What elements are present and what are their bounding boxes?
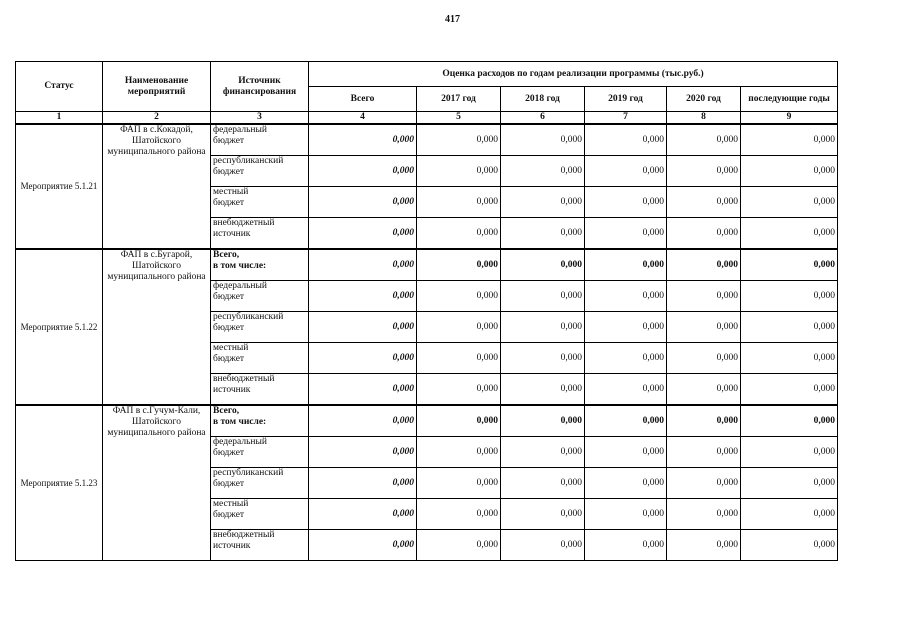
year-value-cell: 0,000 [501, 530, 585, 561]
funding-source-cell: внебюджетный источник [211, 218, 309, 250]
total-value-cell: 0,000 [309, 530, 417, 561]
year-value-cell: 0,000 [585, 437, 667, 468]
year-value-cell: 0,000 [741, 405, 838, 437]
total-value-cell: 0,000 [309, 468, 417, 499]
table-row [16, 405, 838, 437]
year-value-cell: 0,000 [585, 343, 667, 374]
year-value-cell: 0,000 [585, 187, 667, 218]
year-value-cell: 0,000 [667, 187, 741, 218]
year-value-cell: 0,000 [741, 249, 838, 281]
funding-source-cell: внебюджетный источник [211, 530, 309, 561]
year-value-cell: 0,000 [501, 374, 585, 406]
total-value-cell: 0,000 [309, 437, 417, 468]
table-body [16, 124, 838, 561]
funding-source-cell: местный бюджет [211, 343, 309, 374]
year-value-cell: 0,000 [667, 124, 741, 156]
year-value-cell: 0,000 [417, 249, 501, 281]
year-value-cell: 0,000 [501, 312, 585, 343]
header-col-total: Всего [309, 87, 417, 112]
year-value-cell: 0,000 [741, 218, 838, 250]
year-value-cell: 0,000 [741, 156, 838, 187]
year-value-cell: 0,000 [417, 187, 501, 218]
total-value-cell: 0,000 [309, 187, 417, 218]
page-number: 417 [445, 14, 460, 25]
year-value-cell: 0,000 [585, 312, 667, 343]
year-value-cell: 0,000 [585, 499, 667, 530]
total-value-cell: 0,000 [309, 343, 417, 374]
year-value-cell: 0,000 [501, 156, 585, 187]
year-value-cell: 0,000 [585, 281, 667, 312]
year-value-cell: 0,000 [501, 218, 585, 250]
year-value-cell: 0,000 [741, 499, 838, 530]
year-value-cell: 0,000 [741, 530, 838, 561]
table-row [16, 249, 838, 281]
table-row [16, 124, 838, 156]
year-value-cell: 0,000 [417, 124, 501, 156]
year-value-cell: 0,000 [501, 249, 585, 281]
status-cell: Мероприятие 5.1.23 [16, 405, 103, 561]
measure-name-cell: ФАП в с.Кокадой, Шатойского муниципального района [103, 124, 211, 249]
funding-source-cell: республиканский бюджет [211, 312, 309, 343]
year-value-cell: 0,000 [585, 374, 667, 406]
year-value-cell: 0,000 [417, 312, 501, 343]
measure-name-cell: ФАП в с.Гучум-Кали, Шатойского муниципального района [103, 405, 211, 561]
header-col-2018: 2018 год [501, 87, 585, 112]
year-value-cell: 0,000 [417, 156, 501, 187]
status-cell: Мероприятие 5.1.21 [16, 124, 103, 249]
total-value-cell: 0,000 [309, 281, 417, 312]
year-value-cell: 0,000 [667, 468, 741, 499]
total-value-cell: 0,000 [309, 312, 417, 343]
total-value-cell: 0,000 [309, 499, 417, 530]
year-value-cell: 0,000 [585, 124, 667, 156]
funding-source-cell: федеральный бюджет [211, 437, 309, 468]
year-value-cell: 0,000 [501, 281, 585, 312]
funding-source-cell: республиканский бюджет [211, 156, 309, 187]
header-col-later: последующие годы [741, 87, 838, 112]
year-value-cell: 0,000 [667, 249, 741, 281]
status-cell: Мероприятие 5.1.22 [16, 249, 103, 405]
column-number: 4 [309, 112, 417, 125]
year-value-cell: 0,000 [741, 374, 838, 406]
column-number: 1 [16, 112, 103, 125]
year-value-cell: 0,000 [585, 249, 667, 281]
year-value-cell: 0,000 [741, 343, 838, 374]
year-value-cell: 0,000 [417, 530, 501, 561]
year-value-cell: 0,000 [667, 374, 741, 406]
header-status: Статус [16, 62, 103, 112]
year-value-cell: 0,000 [417, 218, 501, 250]
year-value-cell: 0,000 [501, 343, 585, 374]
column-number: 6 [501, 112, 585, 125]
column-number: 3 [211, 112, 309, 125]
year-value-cell: 0,000 [667, 312, 741, 343]
budget-table [15, 61, 838, 561]
year-value-cell: 0,000 [417, 499, 501, 530]
year-value-cell: 0,000 [417, 343, 501, 374]
funding-source-cell: Всего, в том числе: [211, 405, 309, 437]
column-number: 7 [585, 112, 667, 125]
year-value-cell: 0,000 [585, 530, 667, 561]
year-value-cell: 0,000 [667, 405, 741, 437]
year-value-cell: 0,000 [667, 156, 741, 187]
measure-name-cell: ФАП в с.Бугарой, Шатойского муниципального района [103, 249, 211, 405]
total-value-cell: 0,000 [309, 156, 417, 187]
column-number: 5 [417, 112, 501, 125]
year-value-cell: 0,000 [585, 405, 667, 437]
funding-source-cell: федеральный бюджет [211, 124, 309, 156]
column-number: 9 [741, 112, 838, 125]
column-numbers-row [16, 112, 838, 125]
header-col-2020: 2020 год [667, 87, 741, 112]
column-number: 8 [667, 112, 741, 125]
year-value-cell: 0,000 [417, 405, 501, 437]
total-value-cell: 0,000 [309, 249, 417, 281]
year-value-cell: 0,000 [501, 499, 585, 530]
year-value-cell: 0,000 [417, 468, 501, 499]
header-costs-group: Оценка расходов по годам реализации программы (тыс.руб.) [309, 62, 838, 87]
header-col-2017: 2017 год [417, 87, 501, 112]
year-value-cell: 0,000 [501, 468, 585, 499]
year-value-cell: 0,000 [667, 343, 741, 374]
year-value-cell: 0,000 [501, 437, 585, 468]
year-value-cell: 0,000 [741, 124, 838, 156]
year-value-cell: 0,000 [417, 374, 501, 406]
year-value-cell: 0,000 [501, 187, 585, 218]
total-value-cell: 0,000 [309, 218, 417, 250]
funding-source-cell: местный бюджет [211, 187, 309, 218]
total-value-cell: 0,000 [309, 405, 417, 437]
year-value-cell: 0,000 [667, 530, 741, 561]
header-source: Источник финансирования [211, 62, 309, 112]
year-value-cell: 0,000 [501, 405, 585, 437]
year-value-cell: 0,000 [741, 312, 838, 343]
year-value-cell: 0,000 [417, 437, 501, 468]
column-number: 2 [103, 112, 211, 125]
year-value-cell: 0,000 [667, 437, 741, 468]
funding-source-cell: Всего, в том числе: [211, 249, 309, 281]
funding-source-cell: федеральный бюджет [211, 281, 309, 312]
year-value-cell: 0,000 [585, 468, 667, 499]
total-value-cell: 0,000 [309, 124, 417, 156]
year-value-cell: 0,000 [585, 218, 667, 250]
year-value-cell: 0,000 [417, 281, 501, 312]
header-col-2019: 2019 год [585, 87, 667, 112]
header-name: Наименование мероприятий [103, 62, 211, 112]
year-value-cell: 0,000 [667, 499, 741, 530]
funding-source-cell: республиканский бюджет [211, 468, 309, 499]
funding-source-cell: внебюджетный источник [211, 374, 309, 406]
total-value-cell: 0,000 [309, 374, 417, 406]
year-value-cell: 0,000 [667, 281, 741, 312]
year-value-cell: 0,000 [741, 437, 838, 468]
funding-source-cell: местный бюджет [211, 499, 309, 530]
year-value-cell: 0,000 [741, 187, 838, 218]
year-value-cell: 0,000 [741, 281, 838, 312]
year-value-cell: 0,000 [667, 218, 741, 250]
year-value-cell: 0,000 [741, 468, 838, 499]
year-value-cell: 0,000 [585, 156, 667, 187]
year-value-cell: 0,000 [501, 124, 585, 156]
